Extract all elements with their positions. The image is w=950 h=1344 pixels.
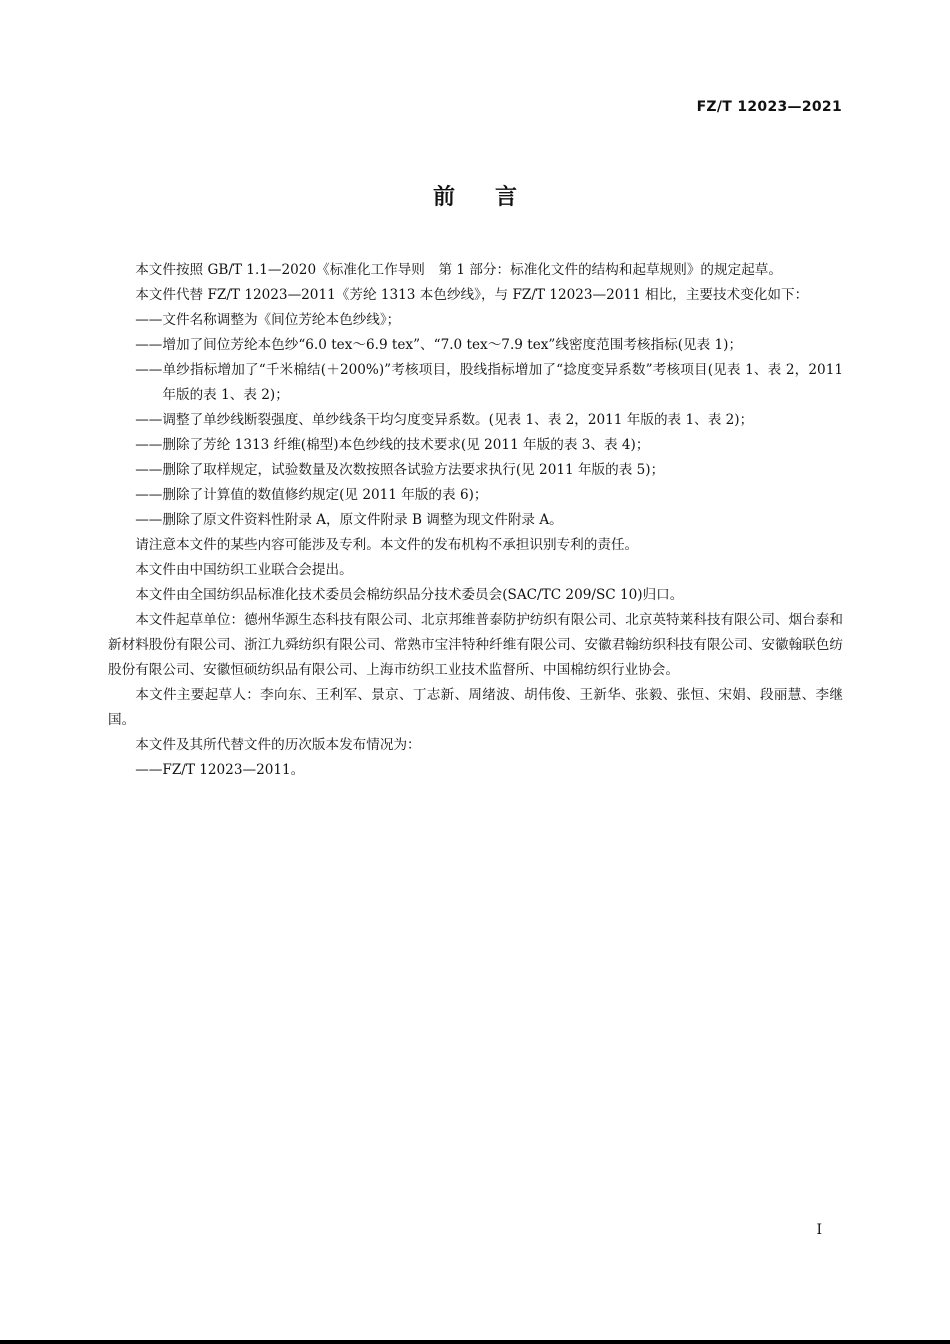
list-item: ——删除了计算值的数值修约规定(见 2011 年版的表 6)；: [135, 487, 488, 503]
list-item: ——删除了取样规定，试验数量及次数按照各试验方法要求执行(见 2011 年版的表 5)；: [135, 462, 665, 478]
list-item: ——FZ/T 12023—2011。: [135, 762, 305, 778]
page-number: I: [816, 1222, 822, 1238]
list-item: ——删除了芳纶 1313 纤维(棉型)本色纱线的技术要求(见 2011 年版的表 3、表 4)；: [135, 437, 650, 453]
paragraph-version-history: 本文件及其所代替文件的历次版本发布情况为：: [135, 737, 421, 753]
list-item: ——调整了单纱线断裂强度、单纱线条干均匀度变异系数。(见表 1、表 2，2011 年版的表 1、表 2)；: [135, 412, 754, 428]
paragraph-drafters: 本文件主要起草人：李向东、王利军、景京、丁志新、周绪波、胡伟俊、王新华、张毅、张恒、宋娟、段丽慧、李继国。: [108, 687, 843, 728]
list-item: ——文件名称调整为《间位芳纶本色纱线》；: [135, 312, 401, 328]
document-body: [108, 258, 843, 783]
paragraph-drafting-units: 本文件起草单位：德州华源生态科技有限公司、北京邦维普泰防护纺织有限公司、北京英特莱科技有限公司、烟台泰和新材料股份有限公司、浙江九舜纺织有限公司、常熟市宝沣特种纤维有限公司、安徽君翰纺织科技有限公司、安徽翰联色纺股份有限公司、安徽恒硕纺织品有限公司、上海市纺织工业技术监督所、中国棉纺织行业协会。: [108, 612, 843, 678]
list-item: ——单纱指标增加了“千米棉结(＋200%)”考核项目，股线指标增加了“捻度变异系数”考核项目(见表 1、表 2，2011 年版的表 1、表 2)；: [135, 362, 843, 403]
paragraph-proposer: 本文件由中国纺织工业联合会提出。: [135, 562, 353, 578]
paragraph-replacement: 本文件代替 FZ/T 12023—2011《芳纶 1313 本色纱线》，与 FZ/T 12023—2011 相比，主要技术变化如下：: [135, 287, 809, 303]
document-code: FZ/T 12023—2021: [696, 99, 842, 115]
list-item: ——删除了原文件资料性附录 A，原文件附录 B 调整为现文件附录 A。: [135, 512, 563, 528]
paragraph-drafting-rules: 本文件按照 GB/T 1.1—2020《标准化工作导则 第 1 部分：标准化文件的结构和起草规则》的规定起草。: [135, 262, 782, 278]
list-item: ——增加了间位芳纶本色纱“6.0 tex～6.9 tex”、“7.0 tex～7.9 tex”线密度范围考核指标(见表 1)；: [135, 337, 743, 353]
bottom-border: [0, 1340, 950, 1344]
paragraph-committee: 本文件由全国纺织品标准化技术委员会棉纺织品分技术委员会(SAC/TC 209/SC 10)归口。: [135, 587, 684, 603]
page-title: 前言: [432, 185, 557, 210]
paragraph-patent-notice: 请注意本文件的某些内容可能涉及专利。本文件的发布机构不承担识别专利的责任。: [135, 537, 639, 553]
